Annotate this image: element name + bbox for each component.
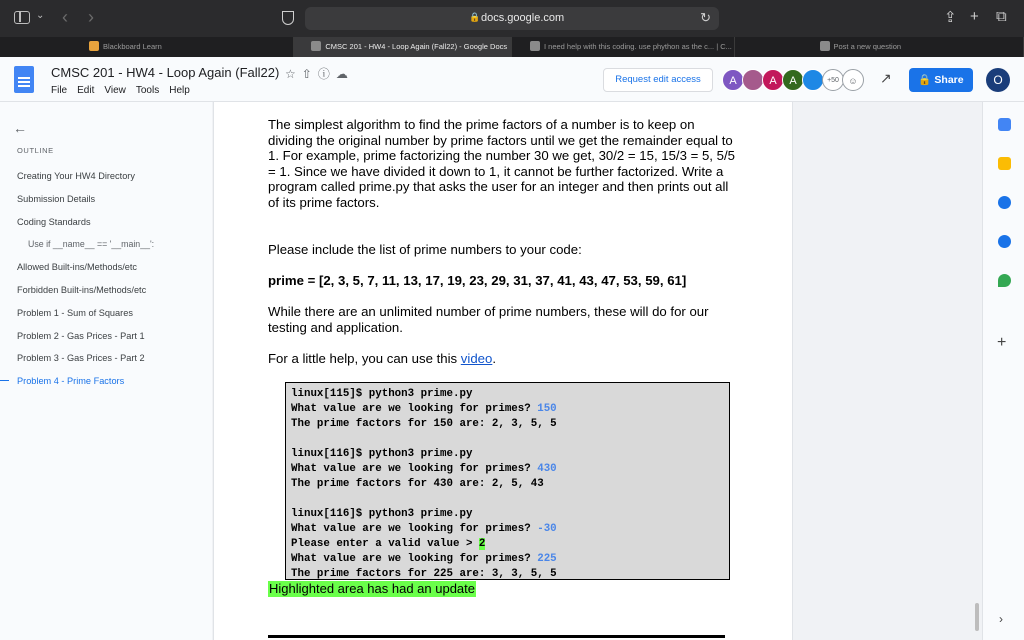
- calendar-icon[interactable]: [998, 118, 1011, 131]
- lock-icon: 🔒: [469, 12, 481, 22]
- document-outline: [0, 102, 212, 640]
- document-page: [213, 102, 793, 640]
- new-tab-icon[interactable]: +: [970, 8, 979, 25]
- help-suffix: .: [492, 351, 496, 366]
- code-blank-line: [291, 492, 724, 507]
- code-input: -30: [537, 523, 557, 535]
- outline-item[interactable]: Coding Standards: [17, 216, 91, 227]
- video-link[interactable]: video: [460, 351, 493, 366]
- paragraph-prime-list: prime = [2, 3, 5, 7, 11, 13, 17, 19, 23, 29, 31, 37, 41, 43, 47, 53, 59, 61]: [268, 273, 687, 288]
- outline-item[interactable]: Problem 3 - Gas Prices - Part 2: [17, 353, 145, 364]
- code-line: [291, 402, 724, 417]
- maps-icon[interactable]: [998, 274, 1011, 287]
- info-icon[interactable]: ⓘ: [317, 67, 336, 81]
- shared-drive-icon[interactable]: ⇧: [301, 67, 318, 81]
- forward-icon[interactable]: ›: [88, 7, 94, 27]
- code-input: 430: [537, 463, 557, 475]
- chegg-favicon: [530, 41, 540, 51]
- tab-label: I need help with this coding. use phython as the c... | C...: [544, 42, 732, 51]
- code-line: The prime factors for 225 are: 3, 3, 5, 5: [291, 568, 557, 580]
- code-line: linux[116]$ python3 prime.py: [291, 448, 473, 460]
- code-line: The prime factors for 430 are: 2, 5, 43: [291, 478, 544, 490]
- blackboard-favicon: [89, 41, 99, 51]
- reload-icon[interactable]: ↻: [700, 10, 711, 25]
- code-prompt: Please enter a valid value >: [291, 538, 479, 550]
- avatar[interactable]: [802, 69, 824, 91]
- help-text: For a little help, you can use this: [268, 351, 461, 366]
- tab-label: Post a new question: [833, 42, 902, 51]
- paragraph-help: [268, 351, 738, 367]
- outline-item[interactable]: Forbidden Built-ins/Methods/etc: [17, 284, 147, 295]
- avatar[interactable]: A: [762, 69, 784, 91]
- tab-label: CMSC 201 - HW4 - Loop Again (Fall22) - Google Docs: [325, 42, 508, 51]
- menu-view[interactable]: View: [104, 85, 126, 96]
- share-label: Share: [934, 74, 964, 86]
- outline-item[interactable]: Submission Details: [17, 193, 96, 204]
- menu-help[interactable]: Help: [169, 85, 190, 96]
- scrollbar-thumb[interactable]: [975, 603, 979, 631]
- code-input: 225: [537, 553, 557, 565]
- docs-favicon: [311, 41, 321, 51]
- request-edit-access-button[interactable]: Request edit access: [603, 68, 713, 92]
- code-line: [291, 462, 724, 477]
- menu-tools[interactable]: Tools: [135, 85, 160, 96]
- cloud-status-icon[interactable]: ☁: [335, 67, 354, 81]
- code-line: [291, 552, 724, 567]
- code-line: [291, 522, 724, 537]
- expand-panel-icon[interactable]: ›: [999, 612, 1003, 626]
- code-line: The prime factors for 150 are: 2, 3, 5, 5: [291, 418, 557, 430]
- menu-file[interactable]: File: [51, 85, 68, 96]
- code-prompt: What value are we looking for primes?: [291, 523, 538, 535]
- docs-header: [0, 57, 1024, 102]
- tab-bar: [0, 37, 1024, 57]
- more-collaborators-badge[interactable]: +50: [822, 69, 844, 91]
- back-icon[interactable]: ‹: [62, 7, 68, 27]
- outline-heading: OUTLINE: [17, 146, 54, 155]
- address-bar[interactable]: [305, 7, 719, 30]
- code-input: 150: [537, 403, 557, 415]
- tab-overview-icon[interactable]: ⧉: [996, 8, 1007, 25]
- collaborator-avatars: [722, 69, 862, 91]
- outline-item[interactable]: Problem 1 - Sum of Squares: [17, 307, 133, 318]
- title-icons: [285, 65, 354, 82]
- code-prompt: What value are we looking for primes?: [291, 463, 538, 475]
- contacts-icon[interactable]: [998, 235, 1011, 248]
- tab-chegg-question[interactable]: [512, 37, 735, 57]
- star-icon[interactable]: ☆: [285, 67, 302, 81]
- tasks-icon[interactable]: [998, 196, 1011, 209]
- browser-toolbar: [0, 0, 1024, 37]
- sample-run-code-block: [285, 382, 730, 580]
- sidebar-toggle-icon[interactable]: [14, 11, 30, 24]
- keep-icon[interactable]: [998, 157, 1011, 170]
- code-blank-line: [291, 432, 724, 447]
- outline-item[interactable]: Problem 2 - Gas Prices - Part 1: [17, 330, 145, 341]
- menu-edit[interactable]: Edit: [77, 85, 95, 96]
- outline-item-active[interactable]: Problem 4 - Prime Factors: [0, 370, 212, 393]
- lock-icon: 🔒: [918, 74, 935, 86]
- document-title[interactable]: CMSC 201 - HW4 - Loop Again (Fall22): [51, 65, 280, 80]
- code-prompt: What value are we looking for primes?: [291, 403, 538, 415]
- avatar[interactable]: [742, 69, 764, 91]
- paragraph-unlimited: While there are an unlimited number of prime numbers, these will do for our testing and application.: [268, 304, 709, 335]
- outline-list: [0, 165, 212, 393]
- outline-item[interactable]: Allowed Built-ins/Methods/etc: [17, 262, 138, 273]
- paragraph-algorithm: The simplest algorithm to find the prime factors of a number is to keep on dividing the original number by prime factors until we get the remainder equal to 1. For example, prime factorizing the number 30 we get, 30/2 = 15, 15/3 = 5, 5/5 = 1. Since we have divided it down to 1, it cannot be further factorized. Write a program called prime.py that asks the user for an integer and then prints out all of its prime factors.: [268, 117, 735, 210]
- share-icon[interactable]: ⇪: [944, 9, 957, 26]
- activity-dashboard-icon[interactable]: ↗: [880, 70, 892, 86]
- horizontal-rule: [268, 635, 725, 638]
- privacy-shield-icon[interactable]: [282, 11, 294, 25]
- docs-logo-icon[interactable]: [14, 66, 34, 93]
- chevron-down-icon[interactable]: ⌄: [36, 10, 45, 21]
- code-line: linux[115]$ python3 prime.py: [291, 388, 473, 400]
- add-addon-icon[interactable]: +: [997, 334, 1007, 351]
- code-prompt: What value are we looking for primes?: [291, 553, 538, 565]
- code-input-highlighted: 2: [478, 538, 486, 550]
- code-line: linux[116]$ python3 prime.py: [291, 508, 473, 520]
- anonymous-viewer-icon[interactable]: ☺: [842, 69, 864, 91]
- share-button[interactable]: [909, 68, 973, 92]
- highlight-update-note: Highlighted area has had an update: [269, 581, 475, 596]
- tab-blackboard[interactable]: [0, 37, 294, 57]
- tab-post-question[interactable]: [735, 37, 1024, 57]
- side-panel: [982, 102, 1024, 640]
- tab-label: Blackboard Learn: [103, 42, 162, 51]
- avatar[interactable]: A: [722, 69, 744, 91]
- close-outline-icon[interactable]: ←: [13, 120, 27, 136]
- chegg-favicon: [820, 41, 830, 51]
- user-avatar[interactable]: O: [986, 68, 1010, 92]
- url-text: docs.google.com: [481, 12, 565, 24]
- outline-item[interactable]: Use if __name__ == '__main__':: [28, 239, 155, 250]
- outline-item[interactable]: Creating Your HW4 Directory: [17, 171, 135, 181]
- code-line: [291, 537, 724, 552]
- avatar[interactable]: A: [782, 69, 804, 91]
- tab-google-docs[interactable]: [294, 37, 513, 57]
- paragraph-include-primes: Please include the list of prime numbers to your code:: [268, 242, 582, 257]
- menu-bar: [51, 85, 190, 96]
